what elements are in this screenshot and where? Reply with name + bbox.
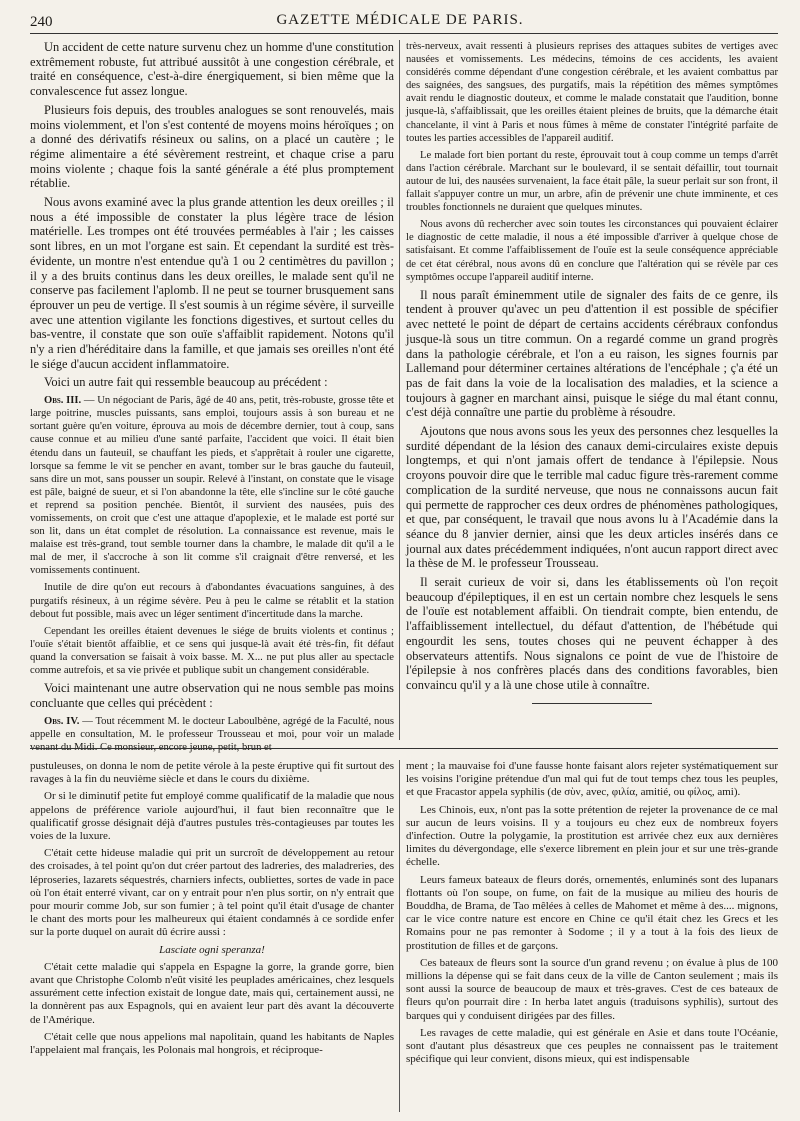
column-divider (399, 760, 400, 1112)
observation-3 (30, 394, 394, 677)
observation-paragraph: Le malade fort bien portant du reste, éprouvait tout à coup comme un temps d'arrêt dans l'action cérébrale. Marchant sur le boulevard, il se sentait défaillir, tout tournait autour de lui, des nausées survenaient, la face était pâle, la sueur perlait sur son front, il fallait s'appuyer contre un mur, un arbre, afin de prévenir une chute imminente, et ces troubles fonctionnels ne duraient que quelques minutes. (406, 149, 778, 214)
column-bottom-right (406, 760, 778, 1115)
column-top-right (406, 40, 778, 740)
article-end-rule (532, 703, 652, 704)
header-rule (30, 33, 778, 34)
journal-title: GAZETTE MÉDICALE DE PARIS. (276, 12, 524, 28)
paragraph: Il serait curieux de voir si, dans les établissements où l'on reçoit beaucoup d'épileptiques, il en est un certain nombre chez lesquels le sens de l'ouïe est notablement affaibli. On tiendrait compte, bien entendu, de l'affaiblissement intellectuel, du défaut d'attention, de l'hébétude qui engourdit les sens, toutes choses qui ne peuvent échapper à des observateurs attentifs. Nous signalons ce point de vue de l'histoire de l'épilepsie à nos confrères placés dans des conditions favorables, bien convaincu qu'il y a là une chose utile à connaître. (406, 575, 778, 692)
paragraph: Leurs fameux bateaux de fleurs dorés, ornementés, enluminés sont des lupanars flottants où l'on soupe, on fume, on fait de la musique au milieu des houris de Bouddha, de Brama, de Tao mêlées à celles de Mahomet et même à des.... mignons, car le vice contre nature est encore en Chine ce qu'il était chez les Grecs et les Romains pour ne pas remonter à Sodome ; il y a tout à la fois des lieux de prostitution de filles et de garçons. (406, 873, 778, 952)
paragraph: Or si le diminutif petite fut employé comme qualificatif de la maladie que nous appelons de préférence variole aujourd'hui, il faut bien reconnaître que le qualificatif grosse désignait déjà d'autres pustules très-contagieuses par toutes les voies de la luxure. (30, 790, 394, 843)
epigraph: Lasciate ogni speranza! (159, 943, 265, 956)
column-bottom-left (30, 760, 394, 1115)
paragraph: Un accident de cette nature survenu chez un homme d'une constitution extrêmement robuste, fut attribué aussitôt à une congestion cérébrale, et traité en conséquence, c'est-à-dire énergiquement, si bien même que la convalescence fut assez longue. (30, 40, 394, 99)
paragraph: pustuleuses, on donna le nom de petite vérole à la peste éruptive qui fit surtout des ravages à la fin du neuvième siècle et dans le cours du dixième. (30, 760, 394, 786)
paragraph: Les Chinois, eux, n'ont pas la sotte prétention de rejeter la provenance de ce mal sur aucun de leurs voisins. Il y a toujours eu chez eux de nombreux foyers d'infection. Outre la polygamie, la prostitution est arrivée chez eux aux dernières limites du dévergondage, elle s'exerce librement en plein jour et sur une très-grande échelle. (406, 803, 778, 869)
observation-paragraph: Cependant les oreilles étaient devenues le siége de bruits violents et continus ; l'ouïe s'était bientôt affaiblie, et ce sens qui jusque-là avait été très-fin, fit défaut quand la conversation se faisait à voix basse. M. X... ne put plus aller au spectacle comme autrefois, et sa vie privée et publique subit un changement considérable. (30, 625, 394, 677)
paragraph: Voici un autre fait qui ressemble beaucoup au précédent : (44, 375, 328, 390)
paragraph: Il nous paraît éminemment utile de signaler des faits de ce genre, ils tendent à prouver qu'avec un peu d'attention il est possible de spécifier avec netteté le point de départ de certains accidents cérébraux confondus jusque-là sous un titre commun. On a regardé comme un grand progrès dans la pathologie cérébrale, et l'on a eu raison, les signes fournis par Lallemand pour déterminer certaines altérations de l'encéphale ; ç'a été un pas de fait dans la voie de la localisation des maladies, et la science a toujours à gagner en marchant ainsi, puisque le siége du mal étant connu, c'est déjà connaître une partie du problème à résoudre. (406, 287, 778, 420)
observation-paragraph: Inutile de dire qu'on eut recours à d'abondantes évacuations sanguines, à des purgatifs résineux, à un régime sévère. Peu à peu le calme se rétablit et la station debout fut possible, mais avec un léger sentiment d'incertitude dans la marche. (30, 582, 394, 620)
paragraph: ment ; la mauvaise foi d'une fausse honte faisant alors rejeter systématiquement sur les voisins l'origine prétendue d'un mal qui fut de tout temps chez tous les peuples, et que Fracastor appela syphilis (de σὺν, avec, φιλία, amitié, ou φίλος, ami). (406, 760, 778, 799)
feuilleton-rule (30, 748, 778, 749)
observation-label: Obs. III. (44, 395, 82, 407)
observation-paragraph: Obs. III. — Un négociant de Paris, âgé de 40 ans, petit, très-robuste, grosse tête et large poitrine, muscles puissants, sans emploi, toujours assis à son bureau et ne sortant guère qu'en voiture, éprouva au mois de décembre dernier, tout à coup, sans cause connue et au milieu d'une santé parfaite, l'accident que voici. Il était bien étendu dans un fauteuil, se chauffant les pieds, et s'apprêtait à rouler une cigarette, lorsque sa femme le vit se pencher en avant, tomber sur le bras gauche du fauteuil, sans dire un mot, sans pousser un soupir. Relevé à l'instant, on constate que le visage est pâle, baigné de sueur, et si l'on abandonne la tête, elle s'incline sur le côté gauche et reprend sa position penchée. Bientôt, il survient des nausées, puis des vomissements, on croit que c'est une attaque d'apoplexie, et le malade est porté sur son lit, dans un état complet de résolution. La connaissance est revenue, mais le malaise est très-grand, tout semble tourner dans la chambre, le malade dit qu'il a le mal de mer, il s'accroche à son lit comme s'il craignait d'être renversé, et les vomissements continuent. (30, 395, 394, 577)
paragraph: C'était cette hideuse maladie qui prit un surcroît de développement au retour des croisades, à tel point qu'on dut créer partout des ladreries, des maladreries, des léproseries, lazarets séquestrés, charniers infects, oubliettes, sortes de vade in pace où l'on était enterré vivant, car on y entrait pour n'en plus sortir, on n'y entrait que pour mourir comme Job, sur son fumier ; à tel point qu'il était d'usage de chanter le chant des morts pour les malheureux qui étaient condamnés à ce sordide enfer sur la porte duquel on aurait dû écrire aussi : (30, 847, 394, 939)
column-top-left (30, 40, 395, 753)
paragraph: Ces bateaux de fleurs sont la source d'un grand revenu ; on évalue à plus de 100 millions la dépense qui se fait dans ceux de la ville de Canton seulement ; mais ils sont aussi la source de beaucoup de maux et très-graves. C'est de ces bateaux de fleurs qu'on pourrait dire : In herba latet anguis (traduisons syphilis), surtout des barques qui y conduisent dirigées par des filles. (406, 956, 778, 1022)
observation-4-continued (406, 40, 778, 284)
observation-paragraph: Obs. IV. — Tout récemment M. le docteur Laboulbène, agrégé de la Faculté, nous appelle en consultation, M. le professeur Trousseau et moi, pour voir un malade venant du Midi. Ce monsieur, encore jeune, petit, brun et (30, 715, 395, 753)
paragraph: Nous avons examiné avec la plus grande attention les deux oreilles ; il nous a été impossible de constater la plus légère trace de lésion matérielle. Les trompes ont été trouvées perméables à l'air ; les caisses sont libres, en un mot l'organe est sain. Et cependant la surdité est très-évidente, un montre n'est entendue qu'à 1 ou 2 centimètres du pavillon ; il y a des bruits continus dans les deux oreilles, le malade sent qu'il ne conserve pas facilement l'aplomb. Il ne peut se tourner brusquement sans éprouver un peu de vertige. Il s'est soumis à un régime sévère, il surveille avec une attention vigilante les fonctions digestives, et surtout celles du bas-ventre, il constate que son ouïe s'affaiblit rapidement. Notons qu'il n'y a rien d'héréditaire dans la famille, et que jamais ses oreilles n'ont été le siége d'aucun accident inflammatoire. (30, 195, 394, 371)
observation-paragraph: Nous avons dû rechercher avec soin toutes les circonstances qui pouvaient éclairer le diagnostic de cette maladie, il nous a été impossible d'arriver à quelque chose de satisfaisant. Et comme l'affaiblissement de l'ouïe est la seule conséquence appréciable de cet état cérébral, nous avons dû en conclure que l'altération qui se révèle par ces symptômes occupe l'appareil auditif interne. (406, 219, 778, 283)
paragraph: Ajoutons que nous avons sous les yeux des personnes chez lesquelles la surdité dépendant de la lésion des canaux demi-circulaires existe depuis longtemps, et qui n'ont jamais offert de tendance à l'épilepsie. Nous croyons pouvoir dire que le terrible mal caduc figure très-rarement comme complication de la surdité nerveuse, que nous ne connaissons aucun fait qui permette de rapprocher ces deux ordres de phénomènes pathologiques, et que, par conséquent, le travail que nous avons lu à l'Académie dans la séance du 8 janvier dernier, ainsi que les deux articles insérés dans ce journal aux dates précédemment indiquées, n'ont aucun rapport direct avec la thèse de M. le professeur Trousseau. (406, 424, 778, 571)
observation-label: Obs. IV. (44, 715, 80, 727)
paragraph: Les ravages de cette maladie, qui est générale en Asie et dans toute l'Océanie, sont d'autant plus désastreux que ces peuples ne connaissent pas le traitement spécifique qui leur convient, disons mieux, qui est indispensable (406, 1026, 778, 1066)
paragraph: C'était celle que nous appelions mal napolitain, quand les habitants de Naples l'appelaient mal français, les Polonais mal hongrois, et réciproque- (30, 1030, 394, 1057)
paragraph: Voici maintenant une autre observation qui ne nous semble pas moins concluante que celles qui précèdent : (30, 681, 394, 710)
observation-paragraph: très-nerveux, avait ressenti à plusieurs reprises des attaques subites de vertiges avec nausées et vomissements. Les médecins, témoins de ces accidents, les avaient considérés comme dépendant d'une congestion cérébrale, et les avaient combattus par des saignées, des sangsues, des purgatifs, mais la répétition des mêmes symptômes avait rendu le diagnostic douteux, et comme le malade constatait que l'audition, bonne jusque-là, s'affaiblissait, que les oreilles étaient pleines de bruits, que la démarche était chancelante, il vint à Paris et nous fûmes à même de constater l'intégrité parfaite de toutes les parties accessibles de l'appareil auditif. (406, 41, 778, 144)
paragraph: C'était cette maladie qui s'appela en Espagne la gorre, la grande gorre, bien avant que Christophe Colomb n'eût visité les peuplades américaines, chez lesquels assurément cette infection existait de longue date, mais qui, certainement aussi, ne la donnèrent pas aux Espagnols, qui en avaient leur part dès avant la découverte de l'Amérique. (30, 960, 394, 1026)
column-divider (399, 40, 400, 740)
page-number: 240 (30, 14, 53, 30)
paragraph: Plusieurs fois depuis, des troubles analogues se sont renouvelés, mais moins violemment, et l'on s'est contenté de moyens moins héroïques ; on a donné des dérivatifs résineux ou salins, on a placé un cautère ; le régime alimentaire a été sévèrement restreint, et chaque crise a paru moins violente ; chaque fois la santé générale a été plus promptement rétablie. (30, 102, 394, 191)
